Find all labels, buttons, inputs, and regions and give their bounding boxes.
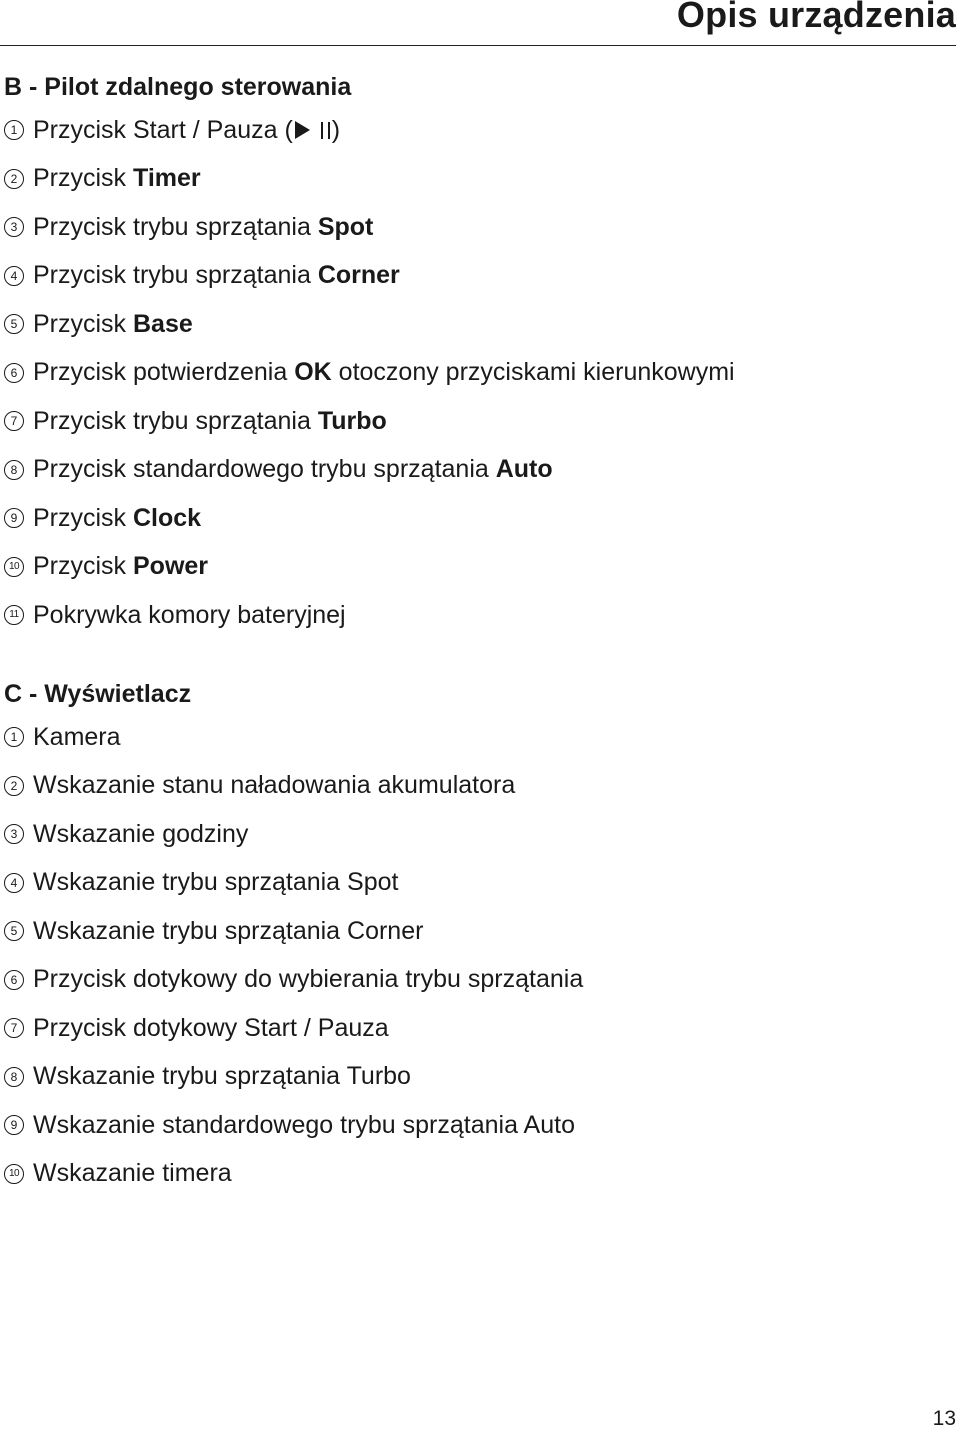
item-text-bold: Auto xyxy=(495,455,553,484)
list-item xyxy=(4,591,956,640)
section-display xyxy=(4,677,956,1198)
section-title: B - Pilot zdalnego sterowania xyxy=(4,73,352,101)
item-number: 6 xyxy=(4,970,24,990)
item-text: Pokrywka komory bateryjnej xyxy=(33,600,346,629)
item-number: 4 xyxy=(4,873,24,893)
page-title: Opis urządzenia xyxy=(676,0,956,35)
list-item xyxy=(4,762,956,811)
item-text: Przycisk xyxy=(33,503,133,532)
item-text-bold: OK xyxy=(294,358,332,387)
item-number: 2 xyxy=(4,776,24,796)
item-number: 10 xyxy=(4,1164,24,1184)
list-item xyxy=(4,907,956,956)
item-number: 2 xyxy=(4,169,24,189)
list-item xyxy=(4,810,956,859)
item-number: 3 xyxy=(4,824,24,844)
item-text: Przycisk xyxy=(33,164,133,193)
item-text-bold: Power xyxy=(133,552,209,581)
remote-control-parts-list xyxy=(4,106,956,640)
header-divider xyxy=(0,45,956,46)
item-text: Przycisk xyxy=(33,309,133,338)
item-number: 7 xyxy=(4,1018,24,1038)
item-text: Przycisk Start / Pauza ( xyxy=(33,115,293,144)
play-icon xyxy=(295,121,310,139)
page-number: 13 xyxy=(932,1407,956,1430)
item-text: Wskazanie trybu sprzątania Spot xyxy=(33,868,399,897)
list-item xyxy=(4,397,956,446)
item-text: Wskazanie standardowego trybu sprzątania Auto xyxy=(33,1110,575,1139)
item-text-bold: Base xyxy=(133,309,193,338)
item-number: 3 xyxy=(4,217,24,237)
item-number: 5 xyxy=(4,921,24,941)
item-text: Wskazanie godziny xyxy=(33,819,249,848)
list-item xyxy=(4,446,956,495)
list-item xyxy=(4,349,956,398)
item-number: 5 xyxy=(4,314,24,334)
item-text: Przycisk standardowego trybu sprzątania xyxy=(33,455,496,484)
item-text-bold: Corner xyxy=(317,261,400,290)
item-text: Wskazanie timera xyxy=(33,1159,232,1188)
item-text-bold: Clock xyxy=(133,503,202,532)
list-item xyxy=(4,300,956,349)
item-number: 4 xyxy=(4,266,24,286)
item-number: 8 xyxy=(4,460,24,480)
item-text: Wskazanie trybu sprzątania Corner xyxy=(33,916,424,945)
item-text: Przycisk trybu sprzątania xyxy=(33,261,318,290)
item-text-suffix: ) xyxy=(331,115,341,144)
list-item xyxy=(4,859,956,908)
item-number: 8 xyxy=(4,1067,24,1087)
item-number: 9 xyxy=(4,1115,24,1135)
list-item xyxy=(4,494,956,543)
item-number: 6 xyxy=(4,363,24,383)
item-number: 1 xyxy=(4,120,24,140)
list-item xyxy=(4,252,956,301)
list-item xyxy=(4,1053,956,1102)
list-item xyxy=(4,543,956,592)
section-remote-control xyxy=(4,70,956,640)
item-text: Kamera xyxy=(33,722,121,751)
list-item xyxy=(4,1004,956,1053)
item-number: 9 xyxy=(4,508,24,528)
item-number: 1 xyxy=(4,727,24,747)
item-text: Wskazanie trybu sprzątania Turbo xyxy=(33,1062,411,1091)
item-number: 11 xyxy=(4,605,24,625)
item-text-bold: Spot xyxy=(317,212,374,241)
item-text: Przycisk xyxy=(33,552,133,581)
list-item xyxy=(4,106,956,155)
item-number: 7 xyxy=(4,411,24,431)
item-text: Przycisk trybu sprzątania xyxy=(33,212,318,241)
display-parts-list xyxy=(4,713,956,1198)
item-text: Przycisk potwierdzenia xyxy=(33,358,295,387)
item-text-bold: Turbo xyxy=(317,406,387,435)
pause-icon xyxy=(321,122,330,139)
list-item xyxy=(4,956,956,1005)
item-text: Przycisk dotykowy do wybierania trybu sprzątania xyxy=(33,965,584,994)
item-text: Przycisk dotykowy Start / Pauza xyxy=(33,1013,389,1042)
list-item xyxy=(4,155,956,204)
item-text-suffix: otoczony przyciskami kierunkowymi xyxy=(331,358,735,387)
item-number: 10 xyxy=(4,557,24,577)
item-text-bold: Timer xyxy=(133,164,201,193)
item-text: Przycisk trybu sprzątania xyxy=(33,406,318,435)
list-item xyxy=(4,1101,956,1150)
section-title: C - Wyświetlacz xyxy=(4,680,192,708)
item-text: Wskazanie stanu naładowania akumulatora xyxy=(33,771,516,800)
list-item xyxy=(4,203,956,252)
list-item xyxy=(4,713,956,762)
list-item xyxy=(4,1150,956,1199)
